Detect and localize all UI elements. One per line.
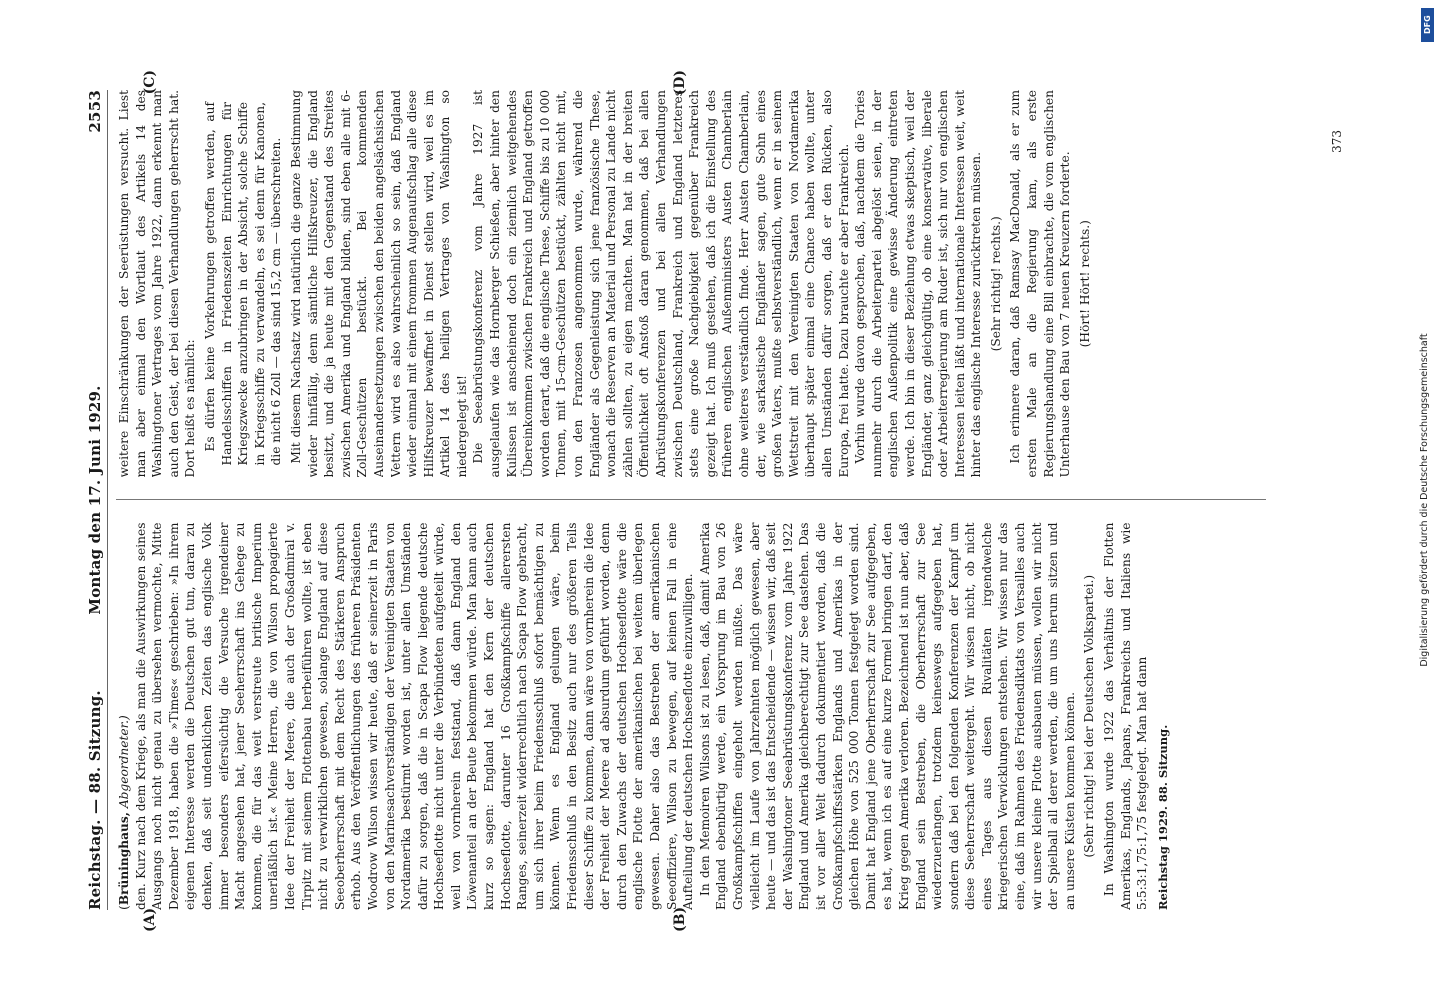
dfg-logo-icon: DFG [1421, 8, 1434, 42]
margin-marker-b: (B) [672, 906, 688, 932]
column-rule [116, 500, 1266, 501]
left-column [116, 523, 1266, 911]
document-page [72, 60, 1362, 940]
speaker-name: Brüninghaus, [117, 812, 131, 906]
margin-marker-c: (C) [142, 70, 158, 95]
header-page-number: 2553 [86, 90, 104, 133]
paragraph: den. Kurz nach dem Kriege, als man die Auswirkungen seines Ausgangs noch nicht genau zu übersehen vermochte, Mitte Dezember 1918, haben die »Times« geschrieben: »In ihrem eigenen Interesse werden die Deutschen gut tun, daran zu denken, daß seit undenklichen Zeiten das englische Volk immer besonders eifersüchtig die Versuche irgendeiner Macht angesehen hat, jener Seeherrschaft ins Gehege zu kommen, die für das weit verstreute britische Imperium unerläßlich ist.« Meine Herren, die von Wilson propagierte Idee der Freiheit der Meere, die auch der Großadmiral v. Tirpitz mit seinem Flottenbau herbeiführen wollte, ist eben nicht zu verwirklichen gewesen, solange England auf diese Seeoberherrschaft mit dem Recht des Stärkeren Anspruch erhob. Aus den Veröffentlichungen des früheren Präsidenten Woodrow Wilson wissen wir heute, daß er seinerzeit in Paris von den Marinesachverständigen der Vereinigten Staaten von Nordamerika bestürmt worden ist, unter allen Umständen dafür zu sorgen, daß die in Scapa Flow liegende deutsche Hochseeflotte nicht unter die Verbündeten aufgeteilt würde, weil von vornherein feststand, daß dann England den Löwenanteil an der Beute bekommen würde. Man kann auch kurz so sagen: England hat den Kern der deutschen Hochseeflotte, darunter 16 Großkampfschiffe allerersten Ranges, seinerzeit widerrechtlich nach Scapa Flow gebracht, um sich ihrer beim Friedensschluß sofort bemächtigen zu können. Wenn es England gelungen wäre, beim Friedensschluß in den Besitz auch nur des größeren Teils dieser Schiffe zu kommen, dann wäre von vornherein die Idee der Freiheit der Meere ad absurdum geführt worden, denn durch den Zuwachs der deutschen Hochseeflotte wäre die englische Flotte der amerikanischen bei weitem überlegen gewesen. Daher also das Bestreben der amerikanischen Seeoffiziere, Wilson zu bewegen, auf keinen Fall in eine Aufteilung der deutschen Hochseeflotte einzuwilligen. [133, 522, 696, 910]
paragraph: Die Seeabrüstungskonferenz vom Jahre 1927 ist ausgelaufen wie das Hornberger Schießen, aber hinter den Kulissen ist anscheinend doch ein ziemlich weitgehendes Übereinkommen zwischen Frankreich und England getroffen worden derart, daß die englische These, Schiffe bis zu 10 000 Tonnen, mit 15-cm-Geschützen bestückt, zählten nicht mit, von den Franzosen angenommen wurde, während die Engländer als Gegenleistung sich jene französische These, wonach die Reserven an Material und Personal zu Lande nicht zählen sollten, zu eigen machten. Man hat in der breiten Öffentlichkeit oft Anstoß daran genommen, daß bei allen Abrüstungskonferenzen und bei allen Verhandlungen zwischen Deutschland, Frankreich und England letzteres stets eine große Nachgiebigkeit gegenüber Frankreich gezeigt hat. Ich muß gestehen, daß ich die Einstellung des früheren englischen Außenministers Austen Chamberlain ohne weiteres verständlich finde. Herr Austen Chamberlain, der, wie sarkastische Engländer sagen, gute Sohn eines großen Vaters, mußte selbstverständlich, wenn er in seinem Wettstreit mit den Vereinigten Staaten von Nordamerika überhaupt später einmal eine Chance haben wollte, unter allen Umständen dafür sorgen, daß er den Rücken, also Europa, frei hatte. Dazu brauchte er aber Frankreich. [471, 90, 851, 478]
digitisation-credit [1418, 10, 1432, 990]
credit-text: Digitalisierung gefördert durch die Deutsche Forschungsgemeinschaft [1419, 333, 1430, 667]
speaker-line: (Brüninghaus, Abgeordneter.) [117, 715, 131, 910]
paragraph: In Washington wurde 1922 das Verhältnis der Flotten Amerikas, Englands, Japans, Frankreichs und Italiens wie 5:5:3:1,75:1,75 festgelegt. Man hat dann [1102, 522, 1150, 910]
running-head [86, 90, 108, 910]
paragraph: Vorhin wurde davon gesprochen, daß, nachdem die Tories nunmehr durch die Arbeiterpartei abgelöst seien, in der englischen Außenpolitik eine gewisse Änderung eintreten werde. Ich bin in dieser Beziehung etwas skeptisch, weil der Engländer, ganz gleichgültig, ob eine konservative, liberale oder Arbeiterregierung am Ruder ist, sich nur von englischen Interessen leiten läßt und internationale Interessen weit, weit hinter das englische Interesse zurücktreten müssen. [853, 90, 984, 478]
paragraph: Mit diesem Nachsatz wird natürlich die ganze Bestimmung wieder hinfällig, denn sämtliche Hilfskreuzer, die England besitzt, und die ja heute mit den Gegenstand des Streites zwischen Amerika und England bilden, sind eben alle mit 6-Zoll-Geschützen bestückt. Bei kommenden Auseinandersetzungen zwischen den beiden angelsächsischen Vettern wird es also wahrscheinlich so sein, daß England wieder einmal mit einem frommen Augenaufschlag alle diese Hilfskreuzer bewaffnet in Dienst stellen wird, weil es im Artikel 14 des heiligen Vertrages von Washington so niedergelegt ist! [288, 90, 469, 478]
header-session: Reichstag. — 88. Sitzung. [86, 690, 104, 910]
leaf-number: 373 [1330, 130, 1344, 153]
paragraph: In den Memoiren Wilsons ist zu lesen, daß, damit Amerika England ebenbürtig werde, ein Vorsprung im Bau von 26 Großkampfschiffen eingeholt werden müßte. Das wäre vielleicht im Laufe von Jahrzehnten möglich gewesen, aber heute — und das ist das Entscheidende — wissen wir, daß seit der Washingtoner Seeabrüstungskonferenz vom Jahre 1922 England und Amerika gleichberechtigt zur See dastehen. Das ist vor aller Welt dadurch dokumentiert worden, daß die Großkampfschiffsstärken Englands und Amerikas in der gleichen Höhe von 525 000 Tonnen festgelegt worden sind. Damit hat England jene Oberherrschaft zur See aufgegeben, es hat, wenn ich es auf eine kurze Formel bringen darf, den Krieg gegen Amerika verloren. Bezeichnend ist nun aber, daß England sein Bestreben, die Oberherrschaft zur See wiederzuerlangen, trotzdem keineswegs aufgegeben hat, sondern daß bei den folgenden Konferenzen der Kampf um diese Seeherrschaft weitergeht. Wir wissen nicht, ob nicht eines Tages aus diesen Rivalitäten irgendwelche kriegerischen Verwicklungen entstehen. Wir wissen nur das eine, daß im Rahmen des Friedensdiktats von Versailles auch wir unsere kleine Flotte ausbauen müssen, wollen wir nicht der Spielball all derer werden, die um uns herum sitzen und an unsere Küsten kommen können. [697, 522, 1077, 910]
text-columns [116, 90, 1266, 910]
interjection: (Hört! Hört! rechts.) [1077, 220, 1092, 348]
header-date: Montag den 17. Juni 1929. [86, 385, 104, 615]
paragraph: Ich erinnere daran, daß Ramsay MacDonald, als er zum ersten Male an die Regierung kam, als erste Regierungshandlung eine Bill einbrachte, die vom englischen Unterhause den Bau von 7 neuen Kreuzern forderte. [1008, 90, 1073, 478]
interjection: (Sehr richtig! bei der Deutschen Volkspartei.) [1082, 574, 1097, 858]
margin-marker-d: (D) [672, 70, 688, 96]
margin-marker-a: (A) [142, 907, 158, 932]
right-column [116, 90, 1266, 478]
interjection: (Sehr richtig! rechts.) [988, 216, 1003, 352]
paragraph: weitere Einschränkungen der Seerüstungen versucht. Liest man aber einmal den Wortlaut des Artikels 14 des Washingtoner Vertrages vom Jahre 1922, dann erkennt man auch den Geist, der bei diesen Verhandlungen geherrscht hat. Dort heißt es nämlich: [117, 90, 198, 478]
page-footer: Reichstag 1929. 88. Sitzung. [1155, 724, 1170, 910]
speaker-role: Abgeordneter.) [117, 715, 131, 809]
quoted-article: Es dürfen keine Vorkehrungen getroffen werden, auf Handelsschiffen in Friedenszeiten Einrichtungen für Kriegszwecke anzubringen in der Absicht, solche Schiffe in Kriegsschiffe zu verwandeln, es sei denn für Kanonen, die nicht 6 Zoll — das sind 15,2 cm — überschreiten. [202, 102, 284, 466]
